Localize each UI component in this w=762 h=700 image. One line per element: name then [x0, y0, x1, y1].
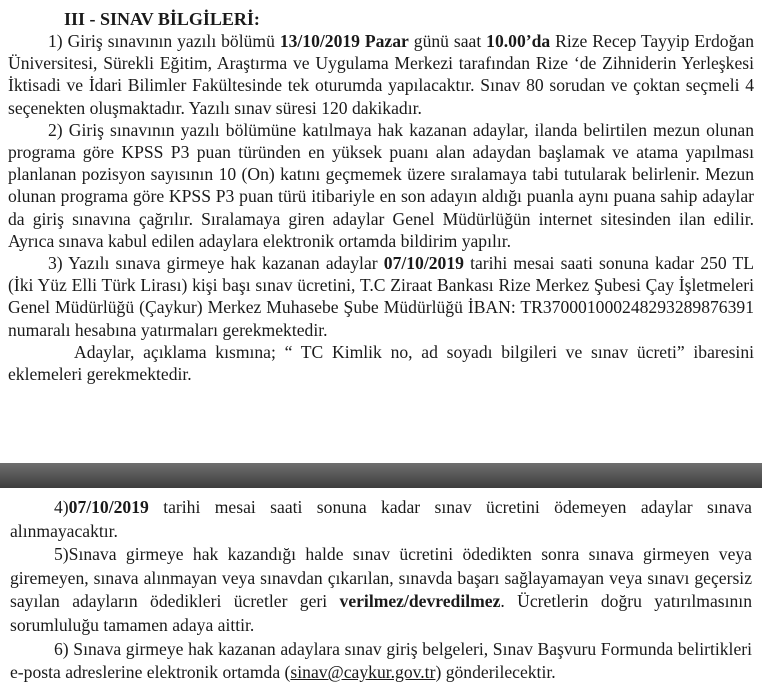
- paragraph-5: [10, 543, 752, 637]
- p4-deadline-date: 07/10/2019: [68, 497, 149, 517]
- paragraph-4: [10, 496, 752, 543]
- p5-bold-phrase: verilmez/devredilmez: [339, 591, 501, 612]
- p6-lead: 6) Sınava girmeye hak kazanan adaylara sınav giriş belgeleri, Sınav Başvuru Formunda belirtikleri e-posta adreslerine elektronik ortamda (: [10, 638, 752, 683]
- p5-rest: . Ücretlerin doğru yatırılmasının sorumluluğu tamamen adaya aittir.: [10, 591, 752, 635]
- p1-lead: 1) Giriş sınavının yazılı bölümü: [48, 31, 280, 51]
- p1-rest: Rize Recep Tayyip Erdoğan Üniversitesi, Sürekli Eğitim, Araştırma ve Uygulama Merkezi tarafından Rize ‘de Zihniderin Yerleşkesi İktisadi ve İdari Bilimler Fakültesinde tek oturumda yapılacaktır. Sınav 80 sorudan ve çoktan seçmeli 4 seçenekten oluşmaktadır. Yazılı sınav süresi 120 dakikadır.: [8, 31, 754, 118]
- paragraph-3-note: Adaylar, açıklama kısmına; “ TC Kimlik no, ad soyadı bilgileri ve sınav ücreti” ibaresini eklemeleri gerekmektedir.: [8, 341, 754, 385]
- paragraph-2: 2) Giriş sınavının yazılı bölümüne katılmaya hak kazanan adaylar, ilanda belirtilen mezun olunan programa göre KPSS P3 puan türünden en yüksek puanı alan adaydan başlamak ve atama yapılması planlanan pozisyon sayısının 10 (On) katını geçmemek üzere sıralamaya tabi tutularak belirlenir. Mezun olunan programa göre KPSS P3 puan türü itibariyle en son adayın aldığı puanla aynı puana sahip adaylar da giriş sınavına çağrılır. Sıralamaya giren adaylar Genel Müdürlüğün internet sitesinden ilan edilir. Ayrıca sınava kabul edilen adaylara elektronik ortamda bildirim yapılır.: [8, 119, 754, 251]
- p3-deadline-date: 07/10/2019: [383, 253, 464, 274]
- p4-lead: 4): [54, 497, 69, 517]
- email-link[interactable]: sinav@caykur.gov.tr: [290, 662, 436, 683]
- page-break-divider: [0, 463, 762, 488]
- paragraph-3: [8, 252, 754, 341]
- p3-rest: tarihi mesai saati sonuna kadar 250 TL (İki Yüz Elli Türk Lirası) kişi başı sınav ücretini, T.C Ziraat Bankası Rize Merkez Şubesi Çay İşletmeleri Genel Müdürlüğü (Çaykur) Merkez Muhasebe Şube Müdürlüğü İBAN: TR370001000248293289876391 numaralı hesabına yatırmaları gerekmektedir.: [8, 253, 754, 340]
- p3-lead: 3) Yazılı sınava girmeye hak kazanan adaylar: [48, 253, 384, 274]
- lower-page-section: [0, 496, 762, 685]
- p1-exam-date: 13/10/2019 Pazar: [279, 31, 409, 51]
- p1-exam-time: 10.00’da: [486, 31, 551, 51]
- paragraph-6: [10, 638, 752, 685]
- p6-rest: ) gönderilecektir.: [435, 662, 556, 683]
- p4-rest: tarihi mesai saati sonuna kadar sınav ücretini ödemeyen adaylar sınava alınmayacaktır.: [10, 497, 752, 541]
- section-title: III - SINAV BİLGİLERİ:: [64, 9, 260, 29]
- p5-lead: 5)Sınava girmeye hak kazandığı halde sınav ücretini ödedikten sonra sınava girmeyen veya giremeyen, sınava alınmayan veya sınavdan çıkarılan, sınavda başarı sağlayamayan veya sınavı geçersiz sayılan adayların ödedikleri ücretler geri: [10, 544, 752, 612]
- p1-mid: günü saat: [408, 31, 487, 51]
- paragraph-1: [8, 30, 754, 119]
